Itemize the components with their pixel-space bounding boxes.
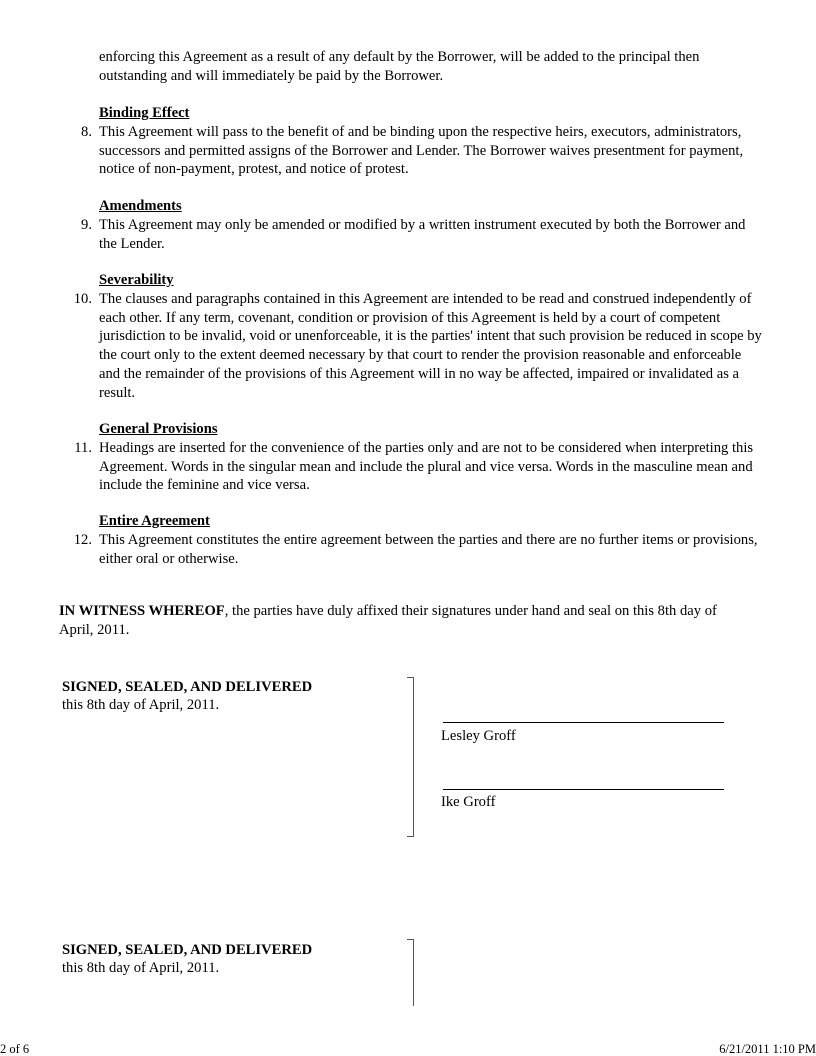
signature-line-lesley[interactable] bbox=[443, 722, 724, 723]
section-text-binding-effect: This Agreement will pass to the benefit of and be binding upon the respective heirs, executors, administrators, successors and permitted assigns of the Borrower and Lender. The Borrower waives presentment for payment, notice of non-payment, protest, and notice of protest. bbox=[99, 124, 744, 178]
signature-block-date: this 8th day of April, 2011. bbox=[62, 697, 220, 713]
footer-page-number: 2 of 6 bbox=[0, 1042, 30, 1056]
section-text-general-provisions: Headings are inserted for the convenience of the parties only and are not to be considered when interpreting this Agreement. Words in the singular mean and include the plural and vice versa. Words in the masculine mean and include the feminine and vice versa. bbox=[99, 440, 754, 494]
signature-bracket bbox=[407, 677, 414, 837]
section-number-10: 10. bbox=[73, 291, 92, 307]
signature-block-title-2: SIGNED, SEALED, AND DELIVERED bbox=[62, 942, 313, 958]
section-number-9: 9. bbox=[81, 217, 92, 233]
signature-block-date-2: this 8th day of April, 2011. bbox=[62, 960, 220, 976]
section-text-amendments: This Agreement may only be amended or modified by a written instrument executed by both the Borrower and the Lender. bbox=[99, 217, 746, 252]
section-heading-binding-effect: Binding Effect bbox=[99, 105, 190, 121]
signature-line-ike[interactable] bbox=[443, 789, 724, 790]
section-number-11: 11. bbox=[74, 440, 92, 456]
section-text-entire-agreement: This Agreement constitutes the entire agreement between the parties and there are no further items or provisions, either oral or otherwise. bbox=[99, 532, 758, 567]
footer-timestamp: 6/21/2011 1:10 PM bbox=[719, 1042, 816, 1056]
section-number-12: 12. bbox=[73, 532, 92, 548]
witness-paragraph bbox=[59, 602, 749, 639]
signature-block-title: SIGNED, SEALED, AND DELIVERED bbox=[62, 679, 313, 695]
signer-name-ike: Ike Groff bbox=[441, 794, 496, 810]
witness-bold: IN WITNESS WHEREOF bbox=[59, 603, 225, 619]
section-heading-severability: Severability bbox=[99, 272, 174, 288]
section-text-severability: The clauses and paragraphs contained in this Agreement are intended to be read and construed independently of each other. If any term, covenant, condition or provision of this Agreement is held by a court of competent jurisdiction to be invalid, void or unenforceable, it is the parties' intent that such provision be reduced in scope by the court only to the extent deemed necessary by that court to render the provision reasonable and enforceable and the remainder of the provisions of this Agreement will in no way be affected, impaired or invalidated as a result. bbox=[99, 291, 762, 401]
signature-bracket-2 bbox=[407, 939, 414, 1006]
section-heading-general-provisions: General Provisions bbox=[99, 421, 218, 437]
continuation-paragraph: enforcing this Agreement as a result of any default by the Borrower, will be added to the principal then outstanding and will immediately be paid by the Borrower. bbox=[99, 49, 700, 84]
section-heading-entire-agreement: Entire Agreement bbox=[99, 513, 210, 529]
signer-name-lesley: Lesley Groff bbox=[441, 728, 516, 744]
section-number-8: 8. bbox=[81, 124, 92, 140]
witness-rest: , the parties have duly affixed their signatures under hand and seal on this 8th day of April, 2011. bbox=[59, 603, 717, 638]
section-heading-amendments: Amendments bbox=[99, 198, 182, 214]
